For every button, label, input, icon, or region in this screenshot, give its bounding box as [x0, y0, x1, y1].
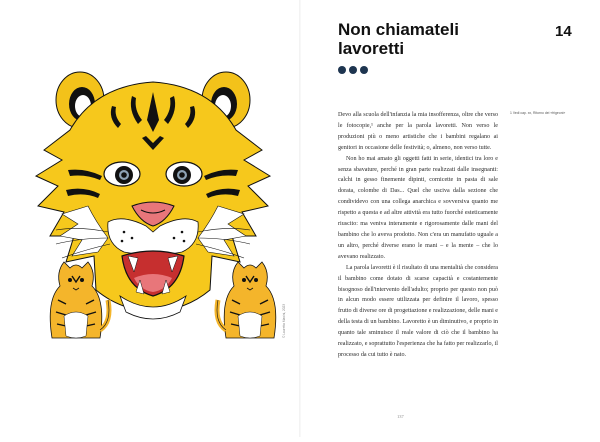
- decorative-dots: [338, 66, 368, 74]
- page-number: 137: [397, 414, 404, 419]
- paragraph: Devo alla scuola dell'infanzia la mia insofferenza, oltre che verso le fotocopie,¹ anche per la parola lavoretti. Non verso le produzioni più o meno artistiche che i bambini regalano ai genitori in occasione delle festività; o, almeno, non verso tutte.: [338, 112, 498, 151]
- body-text: [338, 110, 498, 361]
- tiger-illustration: [0, 0, 300, 437]
- side-note: 1 Vedi cap. xx, Ritorno dei «frigeoni»: [510, 111, 566, 115]
- chapter-number: 14: [555, 23, 572, 40]
- dot-icon: [349, 66, 357, 74]
- small-tiger-right-icon: [217, 262, 276, 338]
- chapter-title: Non chiamateli lavoretti: [338, 20, 459, 58]
- dot-icon: [360, 66, 368, 74]
- dot-icon: [338, 66, 346, 74]
- paragraph: Non ho mai amato gli oggetti fatti in serie, identici tra loro e senza sbavature, perché in gran parte realizzati dalle insegnanti: calchi in gesso finemente dipinti, cornicette in pasta di sale dorata, colombe di Das... Quel che usciva dalla sezione che condividevo con una collega anarchica e sovversiva quanto me rispetto a questa e ad altre attività era tutto fuorché esteticamente riuscito: ma veniva interamente e rigorosamente dalle mani del bambino che lo aveva prodotto. Non c'era un manufatto uguale a un altro, perché diverse erano le mani – e la mente – che lo avevano realizzato.: [338, 155, 498, 260]
- paragraph: La parola lavoretti è il risultato di una mentalità che considera il bambino come dotato di scarse capacità e costantemente bisognoso dell'intervento dell'adulto; proprio per questo non può in alcun modo essere utilizzata per definire il lavoro, spesso frutto di diverse ore di progettazione e realizzazione, delle mani e della testa di un bambino. Lavoretto è un diminutivo, e proprio in quanto tale sminuisce il reale valore di ciò che il bambino ha realizzato, e soprattutto l'esperienza che ha fatto per realizzarlo, il processo da cui tutto è nato.: [338, 264, 498, 358]
- left-page: [0, 0, 300, 437]
- image-credit: © Lauretta Manini, 2023: [282, 303, 286, 338]
